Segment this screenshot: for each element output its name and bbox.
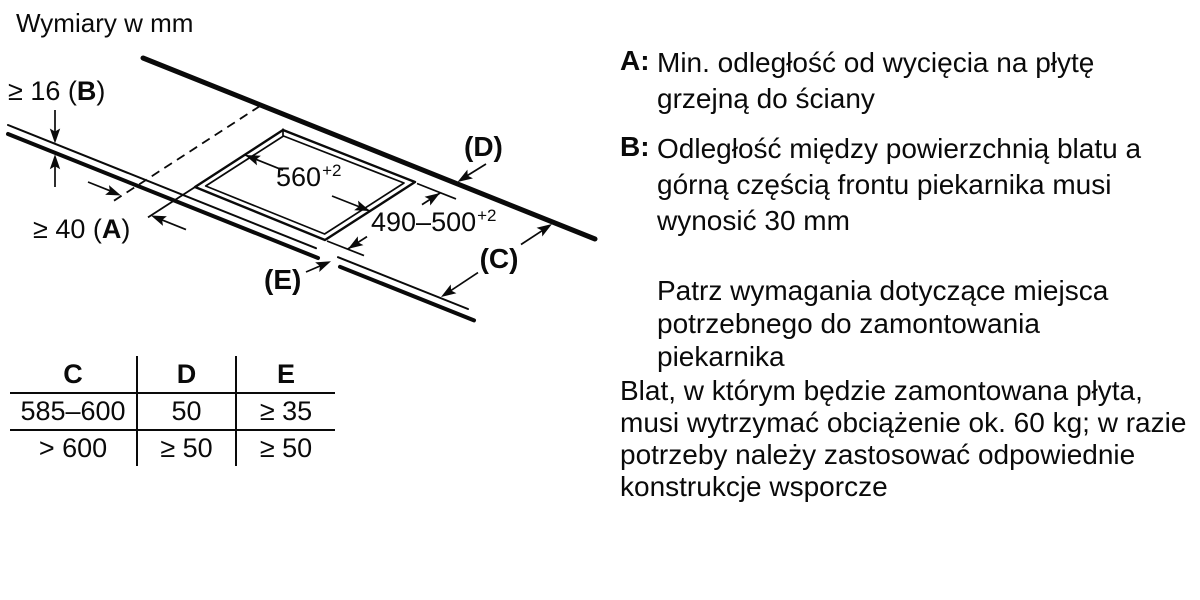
table-cell: 50 [137,393,236,430]
note-line: Min. odległość od wycięcia na płytę [657,47,1095,78]
table-cell: ≥ 50 [259,433,313,463]
dim-a-group [33,182,186,244]
label-e: (E) [264,264,302,295]
dim-490-arrowhead-upper [425,189,443,206]
note-line: Patrz wymagania dotyczące miejsca [657,275,1109,306]
dim-560-label: $560^{+2}$ [276,161,342,192]
dim-a-label: ≥ 40 (A) [33,214,131,244]
wall-dashed-line [110,106,260,203]
note-load [620,375,1186,503]
note-line: konstrukcje wsporcze [620,471,888,502]
dim-560 [243,150,372,216]
label-e-group [264,257,333,295]
note-a-label: A: [620,45,650,76]
dim-490-arrowhead-lower [345,236,363,253]
label-d: (D) [464,131,503,162]
note-line: potrzeby należy zastosować odpowiednie [620,439,1136,470]
table-row [10,393,335,430]
table-cell: ≥ 35 [236,393,335,430]
note-line: potrzebnego do zamontowania [657,308,1040,339]
note-a [620,45,1094,117]
table-cell: ≥ 50 [137,430,236,466]
note-line: piekarnika [657,341,785,372]
label-d-group [455,131,503,186]
note-b [620,131,1141,239]
dim-490-500 [345,189,496,254]
table-header-row [10,356,335,393]
note-b-label: B: [620,131,650,162]
dim-b-label: ≥ 16 (B) [8,76,106,106]
note-line: górną częścią frontu piekarnika musi [657,169,1112,200]
table-header-d: D [137,356,236,393]
installation-diagram [0,0,620,345]
note-install [657,274,1108,373]
table-cell: 585–600 [10,393,137,430]
label-c: (C) [479,243,519,274]
table-header-c: C [10,356,137,393]
diagram-title: Wymiary w mm [16,8,194,38]
table-header-e: E [236,356,335,393]
note-line: Blat, w którym będzie zamontowana płyta, [620,375,1143,406]
dim-490-500-label: $490-500^{+2}$ [371,206,497,237]
dim-a-arrowhead-left [149,211,167,226]
cde-table [10,356,335,466]
note-line: Odległość między powierzchnią blatu a [657,133,1142,164]
note-line: grzejną do ściany [657,83,875,114]
table-cell: > 600 [10,430,137,466]
note-line: musi wytrzymać obciążenie ok. 60 kg; w razie [620,407,1187,438]
dim-a-arrowhead-right [105,185,123,200]
note-line: wynosić 30 mm [657,205,850,236]
table-row [10,430,335,466]
